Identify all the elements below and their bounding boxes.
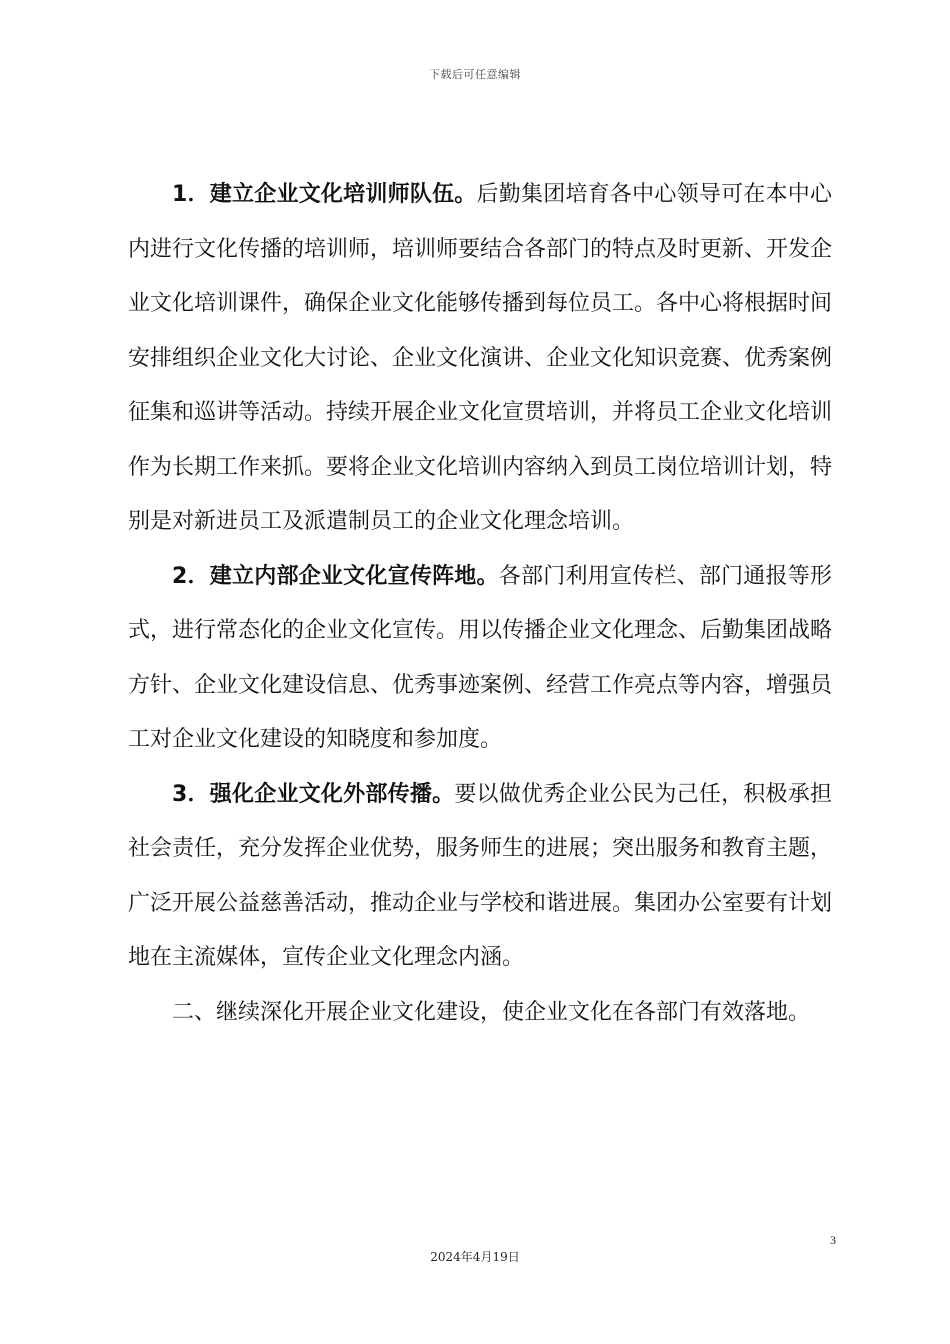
paragraph-1-heading: 1．建立企业文化培训师队伍。	[172, 182, 477, 207]
page-header: 下载后可任意编辑	[429, 68, 521, 81]
paragraph-3-text: 要以做优秀企业公民为己任，积极承担社会责任，充分发挥企业优势，服务师生的进展；突出服务和教育主题，广泛开展公益慈善活动，推动企业与学校和谐进展。集团办公室要有计划地在主流媒体，宣传企业文化理念内涵。	[128, 781, 833, 970]
paragraph-2	[128, 550, 832, 768]
paragraph-3-heading: 3．强化企业文化外部传播。	[172, 781, 455, 807]
paragraph-2-text: 各部门利用宣传栏、部门通报等形式，进行常态化的企业文化宣传。用以传播企业文化理念、后勤集团战略方针、企业文化建设信息、优秀事迹案例、经营工作亮点等内容，增强员工对企业文化建设的知晓度和参加度。	[128, 563, 833, 752]
paragraph-3	[128, 768, 832, 986]
page-number: 3	[830, 1233, 836, 1247]
paragraph-2-heading: 2．建立内部企业文化宣传阵地。	[172, 563, 499, 589]
paragraph-1	[128, 168, 832, 550]
document-body	[128, 168, 832, 1040]
paragraph-1-text: 后勤集团培育各中心领导可在本中心内进行文化传播的培训师，培训师要结合各部门的特点及时更新、开发企业文化培训课件，确保企业文化能够传播到每位员工。各中心将根据时间安排组织企业文化大讨论、企业文化演讲、企业文化知识竞赛、优秀案例征集和巡讲等活动。持续开展企业文化宣贯培训，并将员工企业文化培训作为长期工作来抓。要将企业文化培训内容纳入到员工岗位培训计划，特别是对新进员工及派遣制员工的企业文化理念培训。	[128, 182, 833, 534]
paragraph-4	[128, 986, 832, 1041]
page-footer-date: 2024年4月19日	[430, 1250, 520, 1264]
paragraph-4-text: 二、继续深化开展企业文化建设，使企业文化在各部门有效落地。	[172, 999, 811, 1025]
